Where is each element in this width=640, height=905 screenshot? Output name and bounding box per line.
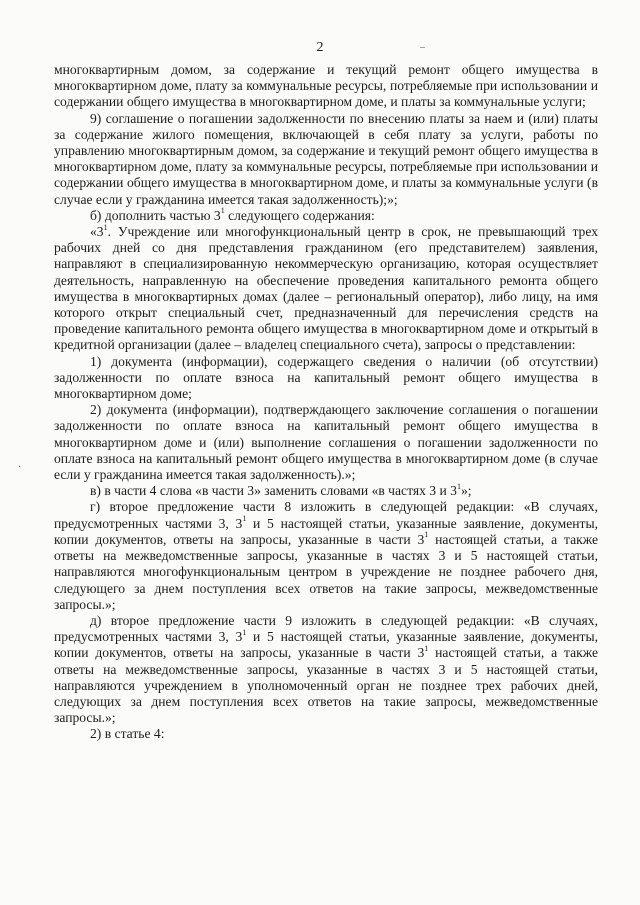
superscript: 1: [220, 206, 225, 216]
superscript: 1: [242, 627, 247, 637]
paragraph: [54, 483, 598, 499]
paragraph: 9) соглашение о погашении задолженности по внесению платы за наем и (или) платы за содержание жилого помещения, включающей в себя плату за услуги, работы по управлению многоквартирным домом, за содержание и текущий ремонт общего имущества в многоквартирном доме, плату за коммунальные ресурсы, потребляемые при использовании и содержании общего имущества в многоквартирном доме, и платы за коммунальные услуги (в случае если у гражданина имеется такая задолженность);»;: [54, 110, 598, 207]
paragraph: [54, 613, 598, 726]
text-run: и 5 настоящей статьи, указанные заявление, документы, копии документов, ответы на запросы, указанные в части 3: [54, 629, 598, 661]
superscript: 1: [456, 481, 461, 491]
paragraph: 2) документа (информации), подтверждающего заключение соглашения о погашении задолженности по оплате взноса на капитальный ремонт общего имущества в многоквартирном доме и (или) выполнение соглашения о погашении задолженности по оплате взноса на капитальный ремонт общего имущества в многоквартирном доме (в случае если у гражданина имеется такая задолженность).»;: [54, 402, 598, 483]
scan-mark: –: [420, 42, 425, 53]
superscript: 1: [424, 643, 429, 653]
paragraph: [54, 224, 598, 354]
text-run: г) второе предложение части 8 изложить в следующей редакции: «В случаях, предусмотренных частями 3, 3: [54, 499, 598, 531]
text-run: »;: [460, 483, 472, 499]
paragraph: [54, 208, 598, 224]
superscript: 1: [242, 514, 247, 524]
text-run: настоящей статьи, а также ответы на межведомственные запросы, указанные в частях 3 и 5 настоящей статьи, направляются учреждением в уполномоченный орган не позднее трех рабочих дней, следующих за днем поступления всех ответов на такие запросы, межведомственные запросы.»;: [54, 645, 598, 726]
scan-mark: ·: [18, 462, 22, 473]
text-run: д) второе предложение части 9 изложить в следующей редакции: «В случаях, предусмотренных частями 3, 3: [54, 612, 598, 645]
paragraph: 2) в статье 4:: [90, 726, 165, 742]
text-run: в) в части 4 слова «в части 3» заменить словами «в частях 3 и 3: [90, 483, 457, 499]
superscript: 1: [424, 530, 429, 540]
text-run: . Учреждение или многофункциональный центр в срок, не превышающий трех рабочих дней со дня представления гражданином (его представителем) заявления, направляют в специализированную некоммерческую организацию, которая осуществляет деятельность, направленную на обеспечение проведения капитального ремонта общего имущества в многоквартирных домах (далее – региональный оператор), либо лицу, на имя которого открыт специальный счет, предназначенный для перечисления средств на проведение капитального ремонта общего имущества в многоквартирном доме и открытый в кредитной организации (далее – владелец специального счета), запросы о представлении:: [54, 224, 598, 353]
text-run: настоящей статьи, а также ответы на межведомственные запросы, указанные в частях 3 и 5 настоящей статьи, направляются многофункциональным центром в учреждение не позднее рабочего дня, следующего за днем поступления всех ответов на такие запросы, межведомственные запросы.»;: [54, 531, 598, 612]
paragraph: [54, 499, 598, 612]
superscript: 1: [103, 222, 108, 232]
paragraph: многоквартирным домом, за содержание и текущий ремонт общего имущества в многоквартирном доме, плату за коммунальные ресурсы, потребляемые при использовании и содержании общего имущества в многоквартирном доме, и платы за коммунальные услуги;: [54, 62, 598, 110]
text-run: «3: [90, 224, 104, 240]
document-body: [54, 62, 598, 743]
text-run: б) дополнить частью 3: [90, 207, 221, 223]
paragraph: 1) документа (информации), содержащего сведения о наличии (об отсутствии) задолженности по оплате взноса на капитальный ремонт общего имущества в многоквартирном доме;: [54, 353, 598, 402]
text-run: и 5 настоящей статьи, указанные заявление, документы, копии документов, ответы на запросы, указанные в части 3: [54, 515, 598, 547]
page-number: 2: [316, 40, 324, 55]
text-run: следующего содержания:: [224, 207, 375, 223]
